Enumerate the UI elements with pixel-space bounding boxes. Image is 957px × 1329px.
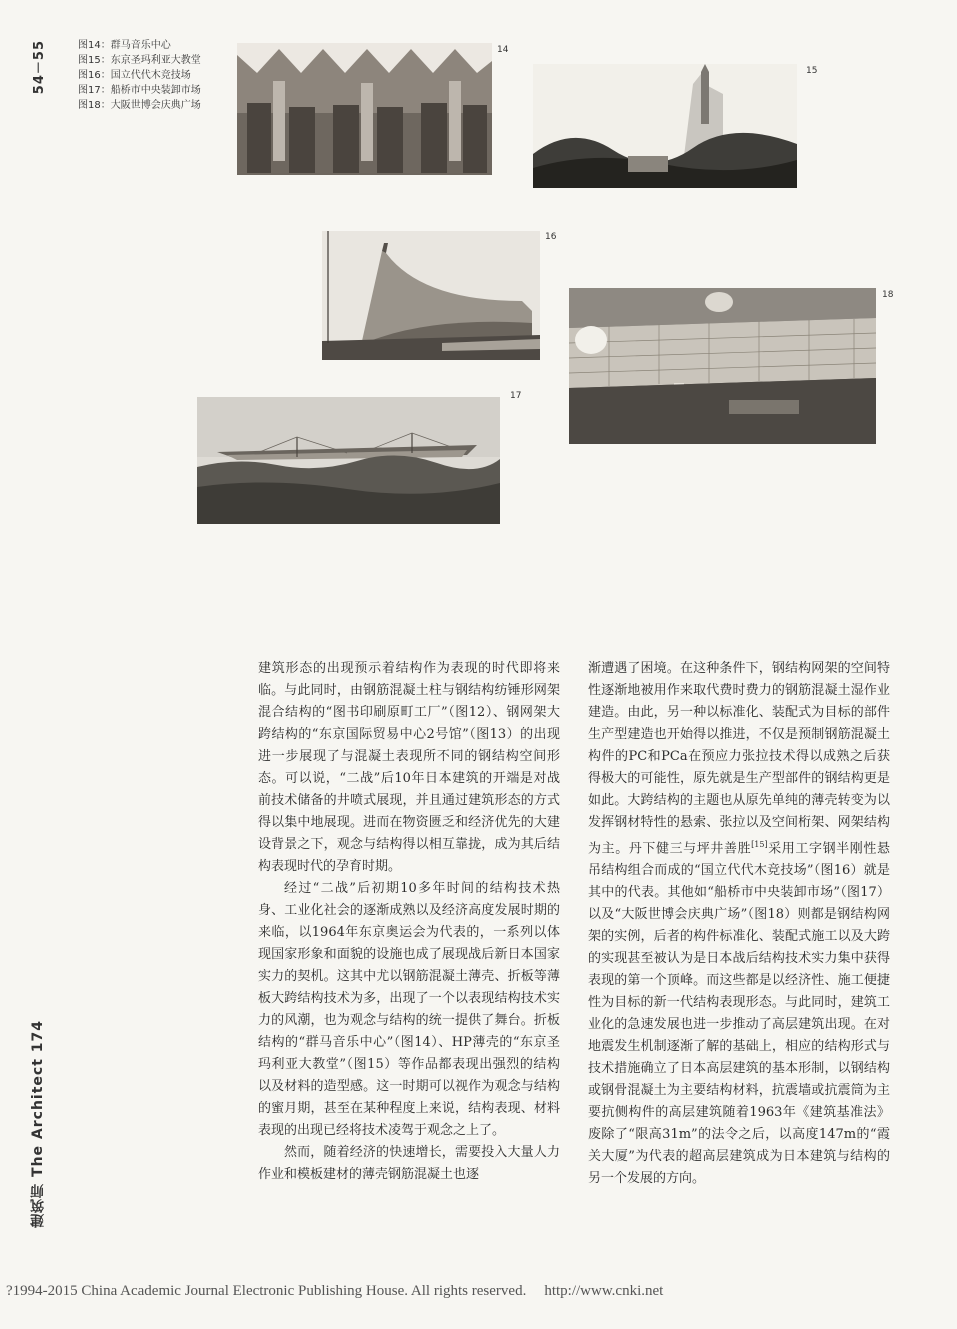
caption-fig-18: 图18：大阪世博会庆典广场 (78, 100, 201, 111)
body-paragraph: 经过“二战”后初期10多年时间的结构技术热身、工业化社会的逐渐成熟以及经济高度发展时期的来临，以1964年东京奥运会为代表的，一系列以体现国家形象和面貌的设施也成了展现战后新日本国家实力的契机。这其中尤以钢筋混凝土薄壳、折板等薄板大跨结构技术为多，出现了一个以表现结构技术实力的风潮，也为观念与结构的统一提供了舞台。折板结构的“群马音乐中心”（图14）、HP薄壳的“东京圣玛利亚大教堂”（图15）等作品都表现出强烈的结构以及材料的造型感。这一时期可以视作为观念与结构的蜜月期，甚至在某种程度上来说，结构表现、材料表现的出现已经将技术凌驾于观念之上了。 (258, 881, 560, 1138)
footer (6, 1283, 951, 1300)
caption-fig-15: 图15：东京圣玛利亚大教堂 (78, 55, 201, 66)
citation-ref: [15] (751, 840, 768, 849)
figure-15-number: 15 (806, 66, 818, 76)
figure-17-number: 17 (510, 391, 522, 401)
figure-16-number: 16 (545, 232, 557, 242)
figure-14-photo (237, 43, 492, 175)
body-paragraph: 建筑形态的出现预示着结构作为表现的时代即将来临。与此同时，由钢筋混凝土柱与钢结构纺锤形网架混合结构的“图书印刷原町工厂”（图12）、钢网架大跨结构的“东京国际贸易中心2号馆”（图13）的出现进一步展现了与混凝土表现所不同的钢结构空间形态。可以说，“二战”后10年日本建筑的开端是对战前技术储备的井喷式展现，并且通过建筑形态的方式得以集中地展现。进而在物资匮乏和经济优先的大建设背景之下，观念与结构得以相互靠拢，成为其后结构表现时代的孕育时期。 (258, 661, 560, 874)
figure-16-photo (322, 231, 540, 360)
figure-15-photo (533, 64, 797, 188)
figure-18-number: 18 (882, 290, 894, 300)
body-paragraph: 然而，随着经济的快速增长，需要投入大量人力作业和模板建材的薄壳钢筋混凝土也逐 (258, 1145, 560, 1182)
copyright-notice: ?1994-2015 China Academic Journal Electronic Publishing House. All rights reserved. (6, 1283, 527, 1299)
journal-title: 建筑师 The Architect 174 (30, 1020, 46, 1228)
page-number: 54－55 (32, 40, 47, 95)
body-column-right (588, 658, 890, 1190)
body-text: 渐遭遇了困境。在这种条件下，钢结构网架的空间特性逐渐地被用作来取代费时费力的钢筋混凝土湿作业建造。由此，另一种以标准化、装配式为目标的部件生产型建造也开始得以推进，不仅是预制钢筋混凝土构件的PC和PCa在预应力张拉技术得以成熟之后获得极大的可能性，原先就是生产型部件的钢结构更是如此。大跨结构的主题也从原先单纯的薄壳转变为以发挥钢材特性的悬索、张拉以及空间桁架、网架结构为主。丹下健三与坪井善胜 (588, 661, 890, 857)
body-text: 采用工字钢半刚性悬吊结构组合而成的“国立代代木竞技场”（图16）就是其中的代表。其他如“船桥市中央装卸市场”（图17）以及“大阪世博会庆典广场”（图18）则都是钢结构网架的实例，后者的构件标准化、装配式施工以及大跨的实现甚至被认为是日本战后结构技术实力集中获得表现的第一个顶峰。而这些都是以经济性、施工便捷性为目标的新一代结构表现形态。与此同时，建筑工业化的急速发展也进一步推动了高层建筑出现。在对地震发生机制逐渐了解的基础上，相应的结构形式与技术措施确立了日本高层建筑的基本形制，以钢结构或钢骨混凝土为主要结构材料，抗震墙或抗震筒为主要抗侧构件的高层建筑随着1963年《建筑基准法》废除了“限高31m”的法令之后，以高度147m的“霞关大厦”为代表的超高层建筑成为日本建筑与结构的另一个发展的方向。 (588, 841, 890, 1187)
caption-fig-16: 图16：国立代代木竞技场 (78, 70, 191, 81)
figure-14-number: 14 (497, 45, 509, 55)
figure-18-photo (569, 288, 876, 444)
body-paragraph (588, 658, 890, 1190)
body-column-left (258, 658, 560, 1186)
caption-fig-14: 图14：群马音乐中心 (78, 40, 171, 51)
footer-url[interactable]: http://www.cnki.net (544, 1283, 664, 1299)
figure-captions (78, 38, 201, 113)
caption-fig-17: 图17：船桥市中央装卸市场 (78, 85, 201, 96)
figure-17-photo (197, 397, 500, 524)
